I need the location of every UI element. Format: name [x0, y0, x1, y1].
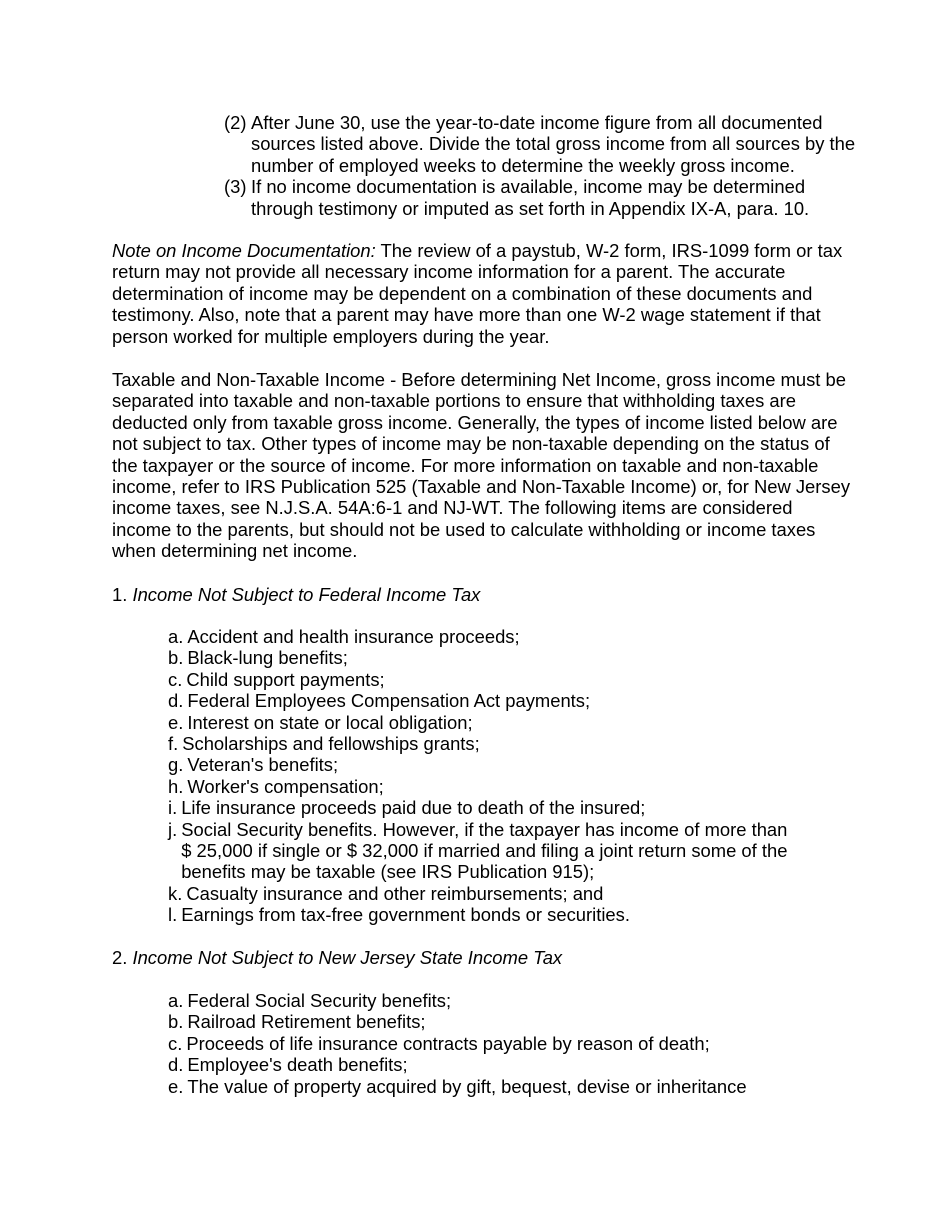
- section-number: 1.: [112, 584, 128, 605]
- note-label: Note on Income Documentation:: [112, 240, 376, 261]
- item-number: (2): [224, 112, 247, 133]
- list-item: [168, 1076, 788, 1097]
- list-item: [168, 797, 788, 818]
- list-item: [168, 1033, 788, 1054]
- list-item-text: Life insurance proceeds paid due to death of the insured;: [181, 797, 646, 819]
- note-text: The review of a paystub, W-2 form, IRS-1099 form or tax return may not provide all necessary income information for a parent. The accurate determination of income may be dependent on a combination of these documents and testimony. Also, note that a parent may have more than one W-2 wage statement if that person worked for multiple employers during the year.: [112, 240, 843, 347]
- list-item-text: Child support payments;: [186, 668, 385, 690]
- list-item-text: Earnings from tax-free government bonds or securities.: [181, 904, 630, 926]
- list-item-text: Black-lung benefits;: [187, 647, 348, 669]
- list-item: [168, 819, 788, 883]
- list-item-letter: a.: [168, 990, 184, 1011]
- list-item-text: Accident and health insurance proceeds;: [187, 626, 520, 647]
- section-heading-nj: [112, 947, 562, 968]
- list-item-letter: l.: [168, 904, 178, 926]
- list-item-letter: g.: [168, 754, 184, 776]
- federal-exempt-list: [168, 626, 788, 926]
- nj-exempt-list: [168, 990, 788, 1097]
- list-item-text: Social Security benefits. However, if the taxpayer has income of more than $ 25,000 if single or $ 32,000 if married and filing a joint return some of the benefits may be taxable (see IRS Publication 915);: [181, 818, 788, 883]
- list-item-text: Proceeds of life insurance contracts payable by reason of death;: [186, 1032, 710, 1054]
- section-title: Income Not Subject to Federal Income Tax: [132, 584, 481, 605]
- item-text: If no income documentation is available, income may be determined through testimony or imputed as set forth in Appendix IX-A, para. 10.: [251, 176, 810, 219]
- list-item-letter: d.: [168, 1054, 184, 1076]
- list-item-text: Railroad Retirement benefits;: [187, 1011, 426, 1033]
- list-item: [168, 626, 788, 647]
- list-item-letter: b.: [168, 1011, 184, 1033]
- list-item-letter: a.: [168, 626, 184, 647]
- list-item-text: Worker's compensation;: [187, 775, 384, 797]
- list-item-letter: c.: [168, 668, 183, 690]
- list-item: [168, 776, 788, 797]
- list-item-text: The value of property acquired by gift, bequest, devise or inheritance: [187, 1075, 747, 1097]
- list-item: [168, 712, 788, 733]
- numbered-list: [224, 112, 864, 219]
- list-item-letter: j.: [168, 818, 178, 840]
- list-item: [168, 754, 788, 775]
- numbered-item: [224, 176, 864, 219]
- list-item-letter: i.: [168, 797, 178, 819]
- list-item: [168, 669, 788, 690]
- list-item-letter: d.: [168, 690, 184, 712]
- numbered-item: [224, 112, 864, 176]
- list-item-letter: f.: [168, 733, 179, 755]
- list-item-text: Federal Social Security benefits;: [187, 990, 452, 1011]
- list-item-text: Employee's death benefits;: [187, 1054, 408, 1076]
- list-item: [168, 904, 788, 925]
- list-item: [168, 990, 788, 1011]
- list-item: [168, 1011, 788, 1032]
- section-title: Income Not Subject to New Jersey State Income Tax: [132, 947, 563, 968]
- list-item: [168, 883, 788, 904]
- taxable-income-paragraph: Taxable and Non-Taxable Income - Before determining Net Income, gross income must be separated into taxable and non-taxable portions to ensure that withholding taxes are deducted only from taxable gross income. Generally, the types of income listed below are not subject to tax. Other types of income may be non-taxable depending on the status of the taxpayer or the source of income. For more information on taxable and non-taxable income, refer to IRS Publication 525 (Taxable and Non-Taxable Income) or, for New Jersey income taxes, see N.J.S.A. 54A:6-1 and NJ-WT. The following items are considered income to the parents, but should not be used to calculate withholding or income taxes when determining net income.: [112, 369, 851, 562]
- list-item: [168, 1054, 788, 1075]
- list-item-letter: b.: [168, 647, 184, 669]
- list-item-text: Veteran's benefits;: [187, 754, 339, 776]
- section-heading-federal: [112, 584, 480, 605]
- list-item-letter: c.: [168, 1032, 183, 1054]
- list-item: [168, 647, 788, 668]
- list-item: [168, 690, 788, 711]
- list-item-letter: k.: [168, 882, 183, 904]
- list-item-text: Interest on state or local obligation;: [187, 711, 473, 733]
- section-number: 2.: [112, 947, 128, 968]
- list-item-text: Federal Employees Compensation Act payments;: [187, 690, 591, 712]
- item-number: (3): [224, 176, 247, 198]
- list-item: [168, 733, 788, 754]
- list-item-letter: e.: [168, 1075, 184, 1097]
- income-documentation-note: [112, 240, 852, 347]
- list-item-text: Casualty insurance and other reimbursements; and: [186, 882, 604, 904]
- item-text: After June 30, use the year-to-date income figure from all documented sources listed above. Divide the total gross income from all sources by the number of employed weeks to determine the weekly gross income.: [251, 112, 856, 176]
- list-item-text: Scholarships and fellowships grants;: [182, 733, 480, 755]
- list-item-letter: h.: [168, 775, 184, 797]
- list-item-letter: e.: [168, 711, 184, 733]
